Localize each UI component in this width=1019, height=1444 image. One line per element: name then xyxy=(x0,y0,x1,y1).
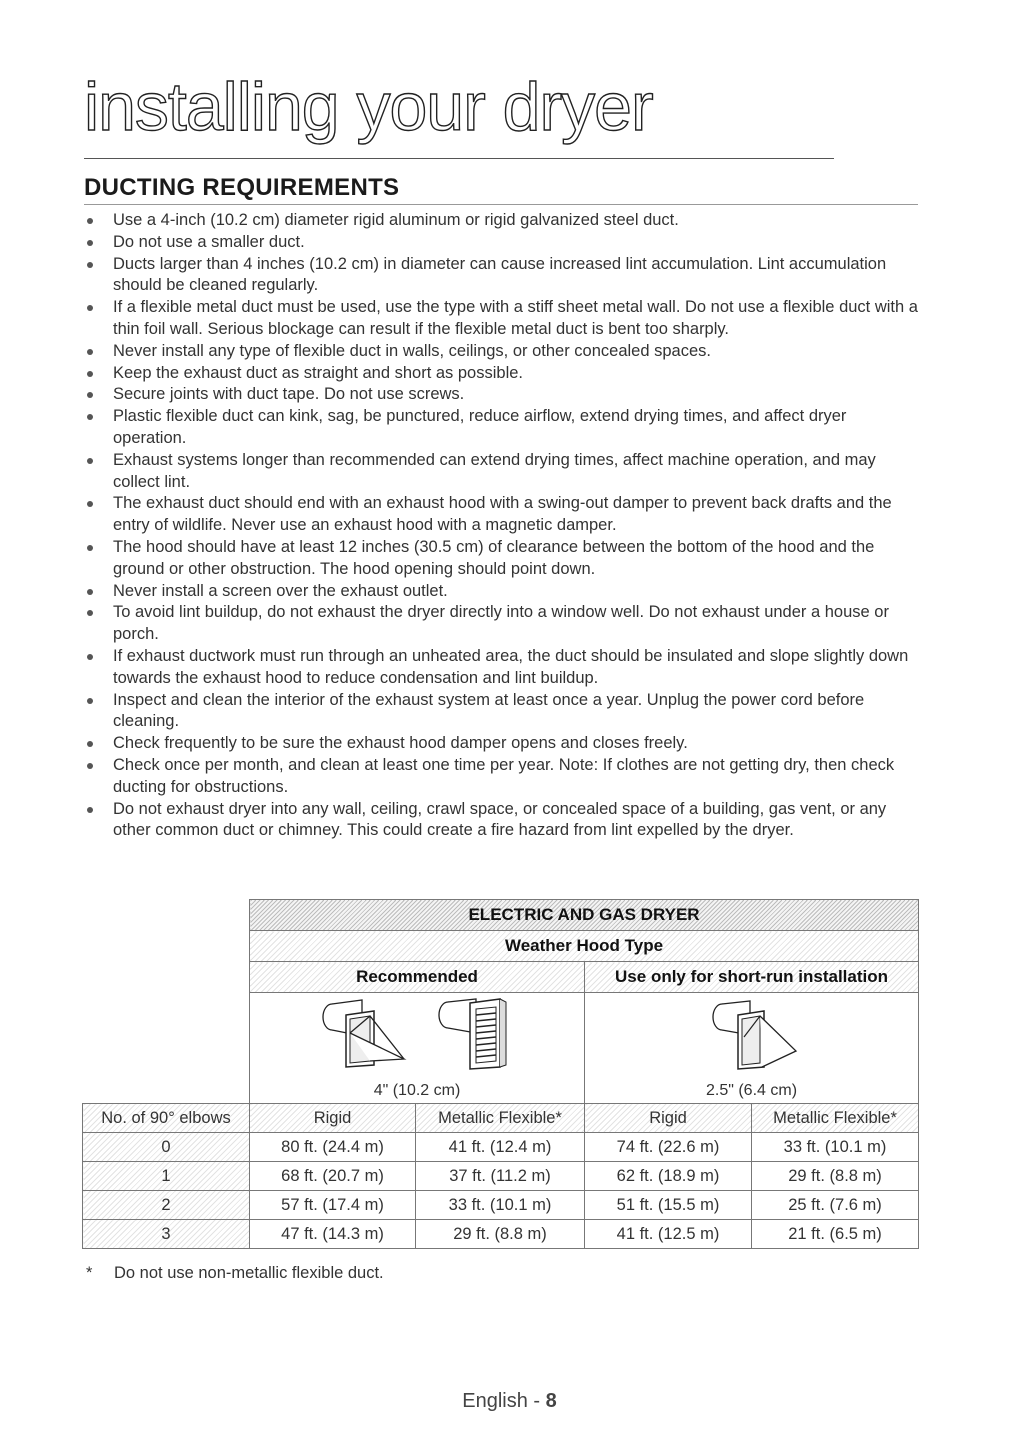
table-cell: 47 ft. (14.3 m) xyxy=(250,1220,416,1249)
list-item: Check frequently to be sure the exhaust hood damper opens and closes freely. xyxy=(84,733,924,755)
elbows-cell: 2 xyxy=(83,1191,250,1220)
table-cell: 29 ft. (8.8 m) xyxy=(752,1162,919,1191)
list-item: Inspect and clean the interior of the exhaust system at least once a year. Unplug the power cord before cleaning. xyxy=(84,690,924,734)
footnote-marker: * xyxy=(86,1264,93,1282)
louvered-hood-icon xyxy=(434,993,518,1073)
list-item: If exhaust ductwork must run through an unheated area, the duct should be insulated and slope slightly down towards the exhaust hood to reduce condensation and lint buildup. xyxy=(84,646,924,690)
table-cell: 41 ft. (12.4 m) xyxy=(416,1133,585,1162)
col-rigid-25in: Rigid xyxy=(585,1104,752,1133)
angled-hood-icon xyxy=(704,993,800,1073)
list-item: Secure joints with duct tape. Do not use screws. xyxy=(84,384,924,406)
list-item: The exhaust duct should end with an exhaust hood with a swing-out damper to prevent back drafts and the entry of wildlife. Never use an exhaust hood with a magnetic damper. xyxy=(84,493,924,537)
table-row xyxy=(83,1133,919,1162)
table-cell: 80 ft. (24.4 m) xyxy=(250,1133,416,1162)
list-item: If a flexible metal duct must be used, use the type with a stiff sheet metal wall. Do not use a flexible duct with a thin foil wall. Serious blockage can result if the flexible metal duct is bent too sharply. xyxy=(84,297,924,341)
table-cell: 25 ft. (7.6 m) xyxy=(752,1191,919,1220)
footnote xyxy=(86,1264,384,1283)
requirements-list xyxy=(84,210,924,842)
list-item: Keep the exhaust duct as straight and short as possible. xyxy=(84,363,924,385)
table-cell: 33 ft. (10.1 m) xyxy=(752,1133,919,1162)
group-short-run: Use only for short-run installation xyxy=(585,962,919,993)
table-title: ELECTRIC AND GAS DRYER xyxy=(250,900,919,931)
page-footer xyxy=(0,1390,1019,1413)
size-recommended: 4" (10.2 cm) xyxy=(373,1082,461,1099)
table-subtitle: Weather Hood Type xyxy=(250,931,919,962)
box-hood-icon xyxy=(316,993,408,1073)
group-recommended: Recommended xyxy=(250,962,585,993)
row-header-label: No. of 90° elbows xyxy=(83,1104,250,1133)
list-item: Use a 4-inch (10.2 cm) diameter rigid aluminum or rigid galvanized steel duct. xyxy=(84,210,924,232)
table-cell: 57 ft. (17.4 m) xyxy=(250,1191,416,1220)
page-title: installing your dryer xyxy=(84,62,834,159)
table-cell: 33 ft. (10.1 m) xyxy=(416,1191,585,1220)
recommended-hood-cell xyxy=(250,993,585,1104)
table-row xyxy=(83,1220,919,1249)
ducting-table xyxy=(82,899,919,1249)
table-row xyxy=(83,1191,919,1220)
col-metallic-4in: Metallic Flexible* xyxy=(416,1104,585,1133)
short-run-hood-cell xyxy=(585,993,919,1104)
table-cell: 21 ft. (6.5 m) xyxy=(752,1220,919,1249)
col-rigid-4in: Rigid xyxy=(250,1104,416,1133)
footnote-text: Do not use non-metallic flexible duct. xyxy=(114,1264,384,1282)
elbows-cell: 0 xyxy=(83,1133,250,1162)
elbows-cell: 1 xyxy=(83,1162,250,1191)
table-cell: 68 ft. (20.7 m) xyxy=(250,1162,416,1191)
table-row xyxy=(83,1162,919,1191)
list-item: Never install a screen over the exhaust outlet. xyxy=(84,581,924,603)
list-item: The hood should have at least 12 inches (30.5 cm) of clearance between the bottom of the hood and the ground or other obstruction. The hood opening should point down. xyxy=(84,537,924,581)
col-metallic-25in: Metallic Flexible* xyxy=(752,1104,919,1133)
table-cell: 29 ft. (8.8 m) xyxy=(416,1220,585,1249)
table-cell: 62 ft. (18.9 m) xyxy=(585,1162,752,1191)
list-item: Plastic flexible duct can kink, sag, be punctured, reduce airflow, extend drying times, and affect dryer operation. xyxy=(84,406,924,450)
table-cell: 51 ft. (15.5 m) xyxy=(585,1191,752,1220)
list-item: Never install any type of flexible duct in walls, ceilings, or other concealed spaces. xyxy=(84,341,924,363)
size-short-run: 2.5" (6.4 cm) xyxy=(705,1082,798,1099)
table-cell: 41 ft. (12.5 m) xyxy=(585,1220,752,1249)
list-item: Ducts larger than 4 inches (10.2 cm) in diameter can cause increased lint accumulation. Lint accumulation should be cleaned regularly. xyxy=(84,254,924,298)
page-number: 8 xyxy=(545,1390,557,1412)
list-item: Exhaust systems longer than recommended can extend drying times, affect machine operation, and may collect lint. xyxy=(84,450,924,494)
table-cell: 74 ft. (22.6 m) xyxy=(585,1133,752,1162)
list-item: Check once per month, and clean at least one time per year. Note: If clothes are not getting dry, then check ducting for obstructions. xyxy=(84,755,924,799)
list-item: Do not exhaust dryer into any wall, ceiling, crawl space, or concealed space of a building, gas vent, or any other common duct or chimney. This could create a fire hazard from lint expelled by the dryer. xyxy=(84,799,924,843)
list-item: To avoid lint buildup, do not exhaust the dryer directly into a window well. Do not exhaust under a house or porch. xyxy=(84,602,924,646)
elbows-cell: 3 xyxy=(83,1220,250,1249)
page-label: English - xyxy=(462,1390,546,1412)
section-heading: DUCTING REQUIREMENTS xyxy=(84,174,918,205)
list-item: Do not use a smaller duct. xyxy=(84,232,924,254)
table-cell: 37 ft. (11.2 m) xyxy=(416,1162,585,1191)
